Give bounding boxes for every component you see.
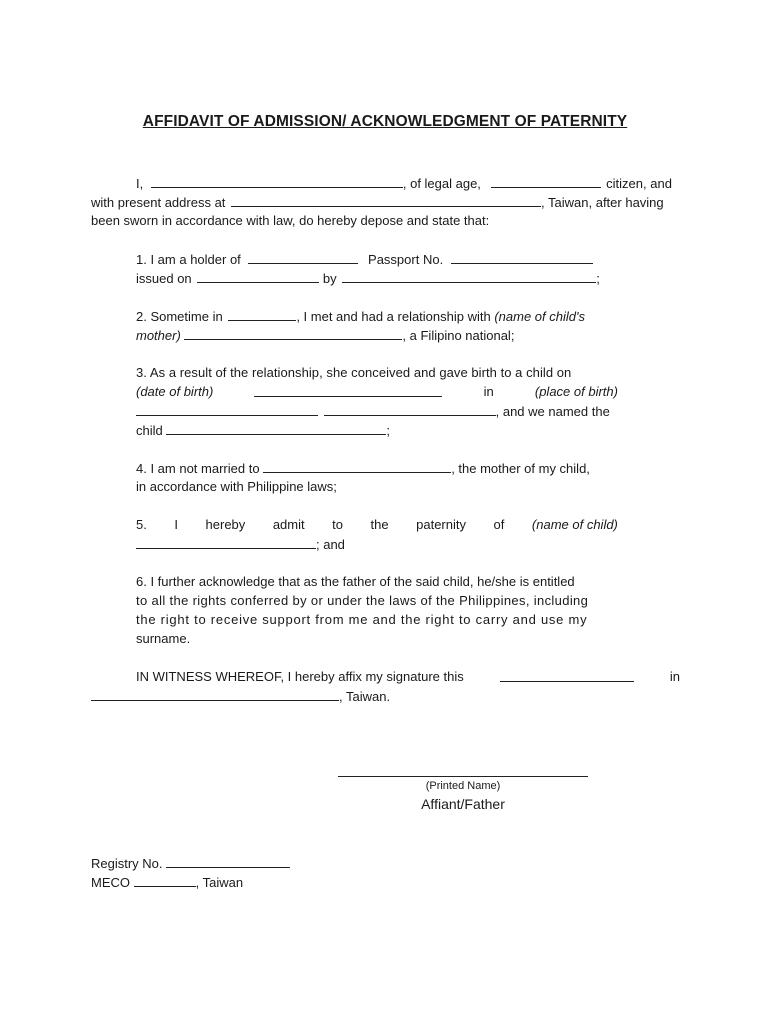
item-6-line-1: 6. I further acknowledge that as the father of the said child, he/she is entitled bbox=[136, 574, 575, 589]
address-blank[interactable] bbox=[231, 192, 541, 207]
item-2-line-2 bbox=[136, 325, 514, 345]
intro-address-label: with present address at bbox=[91, 195, 226, 210]
witness-in: in bbox=[669, 669, 680, 684]
item-2-filipino: , a Filipino national; bbox=[402, 328, 515, 343]
married-to-blank[interactable] bbox=[263, 458, 451, 473]
document-title: AFFIDAVIT OF ADMISSION/ ACKNOWLEDGMENT OF PATERNITY bbox=[142, 113, 628, 130]
registry-label: Registry No. bbox=[91, 856, 163, 871]
item-1-line-1 bbox=[136, 249, 593, 269]
item-5-word: paternity bbox=[416, 517, 466, 532]
item-3-line-3 bbox=[136, 401, 610, 421]
date-met-blank[interactable] bbox=[228, 306, 296, 321]
item-4-mother-of-child: , the mother of my child, bbox=[451, 461, 590, 476]
issued-on-blank[interactable] bbox=[197, 268, 319, 283]
meco-taiwan: , Taiwan bbox=[195, 875, 244, 890]
item-5-word: the bbox=[370, 517, 389, 532]
item-5-line-2 bbox=[136, 534, 345, 554]
item-5-name-of-child: (name of child) bbox=[531, 517, 618, 532]
child-name-paternity-blank[interactable] bbox=[136, 534, 316, 549]
intro-taiwan: , Taiwan, after having bbox=[541, 195, 664, 210]
registry-number-blank[interactable] bbox=[166, 853, 290, 868]
intro-line-1 bbox=[136, 173, 672, 193]
item-3-in: in bbox=[483, 384, 494, 399]
item-6-line-3: the right to receive support from me and the right to carry and use my bbox=[136, 612, 588, 627]
item-2-sometime: 2. Sometime in bbox=[136, 309, 223, 324]
item-1-by: by bbox=[322, 271, 337, 286]
item-1-issued-on: issued on bbox=[136, 271, 192, 286]
item-4-not-married: 4. I am not married to bbox=[136, 461, 260, 476]
item-3-line-4 bbox=[136, 420, 390, 440]
intro-citizen: citizen, and bbox=[606, 176, 672, 191]
item-5-word: admit bbox=[272, 517, 305, 532]
affiant-label: Affiant/Father bbox=[421, 796, 505, 812]
item-5-word: I bbox=[174, 517, 178, 532]
item-1-end: ; bbox=[596, 271, 600, 286]
meco-blank[interactable] bbox=[134, 872, 196, 887]
child-name-blank[interactable] bbox=[166, 420, 386, 435]
item-4-line-1 bbox=[136, 458, 590, 478]
item-3-place-of-birth: (place of birth) bbox=[534, 384, 618, 399]
item-3-child: child bbox=[136, 423, 163, 438]
intro-legal-age: , of legal age, bbox=[402, 176, 481, 191]
item-1-passport: Passport No. bbox=[368, 252, 444, 267]
item-3-line-2 bbox=[136, 382, 618, 401]
item-5-word: of bbox=[493, 517, 505, 532]
meco-line bbox=[91, 872, 243, 892]
intro-line-2 bbox=[91, 192, 664, 212]
item-5-num: 5. bbox=[136, 517, 147, 532]
item-2-mother: mother) bbox=[136, 328, 181, 343]
item-5-word: hereby bbox=[205, 517, 246, 532]
registry-line bbox=[91, 853, 290, 873]
printed-name-label: (Printed Name) bbox=[425, 780, 501, 792]
item-2-name-of-child: (name of child's bbox=[494, 309, 585, 324]
item-1-line-2 bbox=[136, 268, 600, 288]
issued-by-blank[interactable] bbox=[342, 268, 596, 283]
witness-line-2 bbox=[91, 686, 390, 706]
item-5-word: to bbox=[332, 517, 343, 532]
witness-place-blank[interactable] bbox=[91, 686, 339, 701]
date-of-birth-blank[interactable] bbox=[254, 382, 442, 397]
witness-text: IN WITNESS WHEREOF, I hereby affix my signature this bbox=[136, 669, 464, 684]
signature-line[interactable] bbox=[338, 776, 588, 777]
witness-date-blank[interactable] bbox=[500, 667, 634, 682]
nationality-blank[interactable] bbox=[248, 249, 358, 264]
meco-label: MECO bbox=[91, 875, 130, 890]
item-1-holder: 1. I am a holder of bbox=[136, 252, 241, 267]
witness-taiwan: , Taiwan. bbox=[339, 689, 391, 704]
item-6-line-2: to all the rights conferred by or under the laws of the Philippines, including bbox=[136, 593, 589, 608]
place-of-birth-blank-1[interactable] bbox=[136, 401, 318, 416]
intro-i: I, bbox=[136, 176, 144, 191]
witness-line-1 bbox=[136, 667, 680, 686]
affiant-name-blank[interactable] bbox=[151, 173, 403, 188]
place-of-birth-blank-2[interactable] bbox=[324, 401, 496, 416]
citizenship-blank[interactable] bbox=[491, 173, 601, 188]
item-3-end: ; bbox=[386, 423, 390, 438]
mother-name-blank[interactable] bbox=[184, 325, 402, 340]
item-6-line-4: surname. bbox=[136, 631, 191, 646]
item-3-date-of-birth: (date of birth) bbox=[136, 384, 214, 399]
item-4-line-2: in accordance with Philippine laws; bbox=[136, 479, 337, 494]
item-5-and: ; and bbox=[316, 537, 345, 552]
passport-number-blank[interactable] bbox=[451, 249, 593, 264]
item-5-line-1 bbox=[136, 515, 618, 534]
item-2-met: , I met and had a relationship with bbox=[296, 309, 491, 324]
intro-line-3: been sworn in accordance with law, do hereby depose and state that: bbox=[91, 213, 490, 228]
item-2-line-1 bbox=[136, 306, 585, 326]
item-3-named: , and we named the bbox=[495, 404, 610, 419]
item-3-line-1: 3. As a result of the relationship, she conceived and gave birth to a child on bbox=[136, 365, 572, 380]
